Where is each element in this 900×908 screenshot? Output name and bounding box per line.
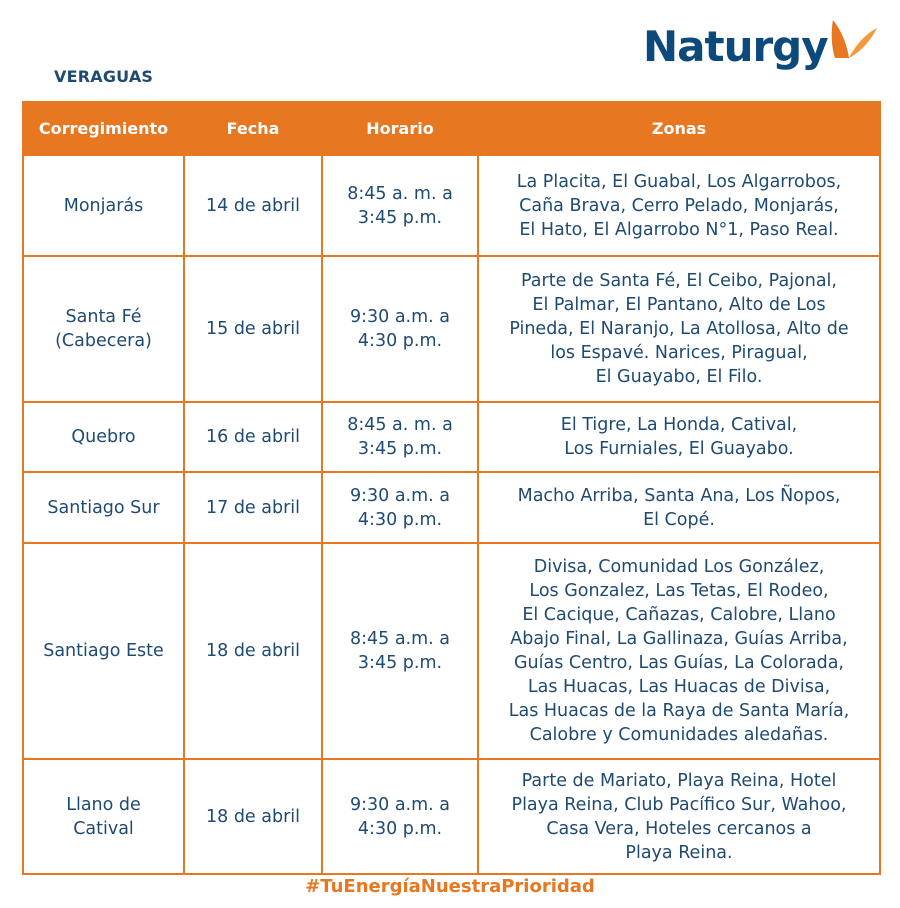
zonas-cell [478,759,880,874]
region-title: VERAGUAS [54,67,154,86]
corregimiento-cell [23,472,184,543]
cell-text-line: 9:30 a.m. a [349,485,451,506]
cell-text-line: 3:45 p.m. [357,439,443,459]
cell-text-line: El Cacique, Cañazas, Calobre, Llano [522,605,836,625]
cell-text-line: 3:45 p.m. [357,653,443,673]
cell-text-line: Divisa, Comunidad Los González, [533,557,825,577]
zonas-cell [478,155,880,256]
table-row [23,543,880,759]
cell-text-line: 9:30 a.m. a [349,307,451,327]
column-header-fecha: Fecha [184,102,322,155]
cell-text-line: 14 de abril [205,195,301,216]
cell-text-line: Playa Reina, Club Pacífico Sur, Wahoo, [511,794,847,815]
cell-text-line: 17 de abril [205,497,301,518]
table-row [23,256,880,402]
table-row [23,155,880,256]
cell-text-line: Catival [73,818,134,839]
cell-text-line: Quebro [71,427,136,447]
cell-text-line: Playa Reina. [625,842,733,863]
footer-hashtag: #TuEnergíaNuestraPrioridad [305,876,595,897]
cell-text-line: (Cabecera) [55,331,152,351]
table-row [23,472,880,543]
cell-text-line: Calobre y Comunidades aledañas. [529,725,829,745]
cell-text-line: El Tigre, La Honda, Catival, [560,415,798,435]
cell-text-line: Llano de [66,794,141,815]
column-header-horario: Horario [322,102,478,155]
cell-text-line: La Placita, El Guabal, Los Algarrobos, [516,171,842,192]
cell-text-line: los Espavé. Narices, Piragual, [550,343,808,363]
cell-text-line: 4:30 p.m. [357,509,443,530]
cell-text-line: Santa Fé [65,307,142,327]
cell-text-line: 8:45 a.m. a [349,629,451,649]
butterfly-icon [829,18,879,72]
cell-text-line: Parte de Mariato, Playa Reina, Hotel [521,770,837,791]
zonas-cell [478,402,880,472]
fecha-cell [184,543,322,759]
fecha-cell [184,472,322,543]
zonas-cell [478,256,880,402]
horario-cell [322,256,478,402]
fecha-cell [184,155,322,256]
cell-text-line: 18 de abril [205,641,301,661]
fecha-cell [184,256,322,402]
cell-text-line: Caña Brava, Cerro Pelado, Monjarás, [519,195,839,216]
corregimiento-cell [23,402,184,472]
fecha-cell [184,759,322,874]
cell-text-line: El Hato, El Algarrobo N°1, Paso Real. [519,219,839,240]
cell-text-line: Santiago Este [43,641,164,661]
cell-text-line: Macho Arriba, Santa Ana, Los Ñopos, [517,485,841,506]
cell-text-line: 8:45 a. m. a [347,183,453,204]
horario-cell [322,155,478,256]
table-row [23,759,880,874]
corregimiento-cell [23,256,184,402]
cell-text-line: 4:30 p.m. [357,331,443,351]
cell-text-line: Monjarás [63,195,144,216]
table-header-row [23,102,880,155]
corregimiento-cell [23,155,184,256]
cell-text-line: Santiago Sur [47,497,160,518]
naturgy-logo [643,18,883,88]
zonas-cell [478,543,880,759]
cell-text-line: Abajo Final, La Gallinaza, Guías Arriba, [510,629,848,649]
cell-text-line: 3:45 p.m. [357,207,443,228]
horario-cell [322,759,478,874]
schedule-table [22,101,881,875]
cell-text-line: Guías Centro, Las Guías, La Colorada, [514,653,844,673]
horario-cell [322,543,478,759]
corregimiento-cell [23,759,184,874]
cell-text-line: 4:30 p.m. [357,818,443,839]
horario-cell [322,402,478,472]
cell-text-line: 16 de abril [205,427,301,447]
cell-text-line: 9:30 a.m. a [349,794,451,815]
cell-text-line: El Guayabo, El Filo. [595,367,763,387]
cell-text-line: Las Huacas, Las Huacas de Divisa, [527,677,831,697]
fecha-cell [184,402,322,472]
cell-text-line: Parte de Santa Fé, El Ceibo, Pajonal, [521,271,837,291]
cell-text-line: Los Gonzalez, Las Tetas, El Rodeo, [529,581,829,601]
logo-wordmark: Naturgy [643,22,828,71]
cell-text-line: El Copé. [643,509,715,530]
cell-text-line: 15 de abril [205,319,301,339]
cell-text-line: 18 de abril [205,806,301,827]
cell-text-line: Casa Vera, Hoteles cercanos a [546,818,812,839]
cell-text-line: Las Huacas de la Raya de Santa María, [508,701,850,721]
cell-text-line: Pineda, El Naranjo, La Atollosa, Alto de [509,319,849,339]
table-row [23,402,880,472]
horario-cell [322,472,478,543]
column-header-corregimiento: Corregimiento [23,102,184,155]
zonas-cell [478,472,880,543]
corregimiento-cell [23,543,184,759]
cell-text-line: Los Furniales, El Guayabo. [564,439,794,459]
cell-text-line: El Palmar, El Pantano, Alto de Los [532,295,826,315]
column-header-zonas: Zonas [478,102,880,155]
cell-text-line: 8:45 a. m. a [347,415,453,435]
